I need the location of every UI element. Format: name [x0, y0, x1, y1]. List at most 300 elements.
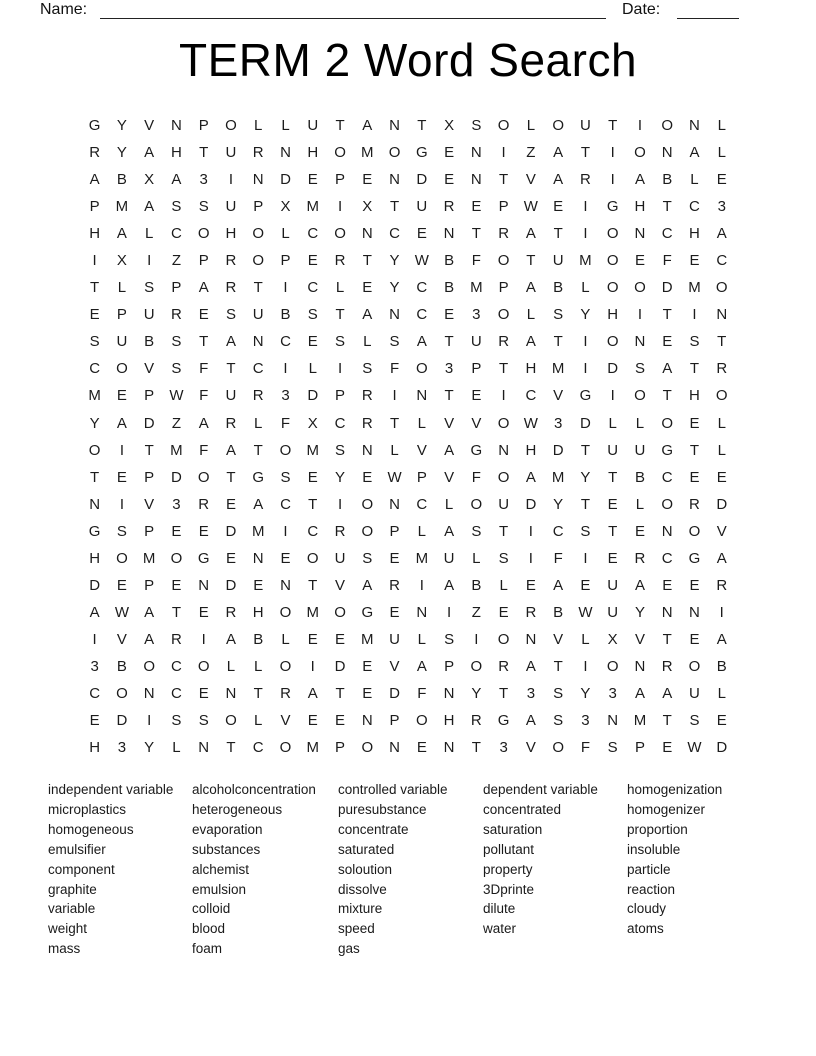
grid-cell: L [717, 144, 726, 162]
grid-cell: E [607, 549, 618, 567]
grid-cell: E [662, 333, 673, 351]
grid-cell: N [661, 144, 673, 162]
grid-cell: V [553, 630, 564, 648]
grid-cell: R [470, 712, 482, 730]
word-list-item: property [483, 861, 533, 877]
grid-cell: C [661, 225, 673, 243]
grid-cell: T [226, 360, 236, 378]
grid-cell: P [634, 739, 645, 757]
grid-cell: E [662, 576, 673, 594]
grid-cell: P [389, 712, 400, 730]
grid-cell: I [337, 360, 343, 378]
grid-cell: P [116, 306, 127, 324]
word-list-item: concentrated [483, 801, 562, 817]
grid-cell: N [525, 630, 537, 648]
grid-cell: I [119, 495, 124, 513]
grid-cell: L [254, 117, 263, 134]
grid-cell: Y [116, 117, 127, 134]
grid-cell: S [171, 198, 182, 216]
grid-cell: L [335, 279, 345, 297]
grid-cell: C [416, 279, 428, 297]
grid-cell: M [688, 279, 701, 297]
grid-row [81, 247, 736, 274]
word-list-item: saturation [483, 821, 543, 837]
grid-cell: A [525, 279, 536, 297]
grid-cell: X [362, 198, 373, 216]
grid-cell: X [444, 117, 455, 134]
grid-row [81, 274, 736, 301]
grid-cell: L [254, 712, 263, 730]
grid-cell: O [279, 739, 292, 757]
grid-cell: O [552, 739, 564, 757]
grid-cell: C [525, 387, 537, 405]
grid-cell: O [88, 441, 101, 459]
word-list-item: emulsifier [48, 841, 106, 857]
grid-cell: U [607, 576, 619, 594]
grid-cell: L [444, 495, 454, 513]
grid-cell: V [144, 495, 155, 513]
grid-cell: N [661, 522, 673, 540]
grid-cell: A [362, 306, 373, 324]
grid-cell: I [692, 306, 697, 324]
grid-cell: M [361, 630, 374, 648]
grid-cell: C [171, 225, 182, 243]
grid-cell: O [197, 225, 210, 243]
grid-cell: L [308, 360, 317, 378]
grid-cell: R [225, 603, 237, 621]
grid-cell: T [253, 441, 263, 459]
grid-cell: S [362, 360, 373, 378]
grid-cell: E [307, 712, 318, 730]
grid-row [81, 328, 736, 355]
grid-cell: A [553, 576, 564, 594]
grid-cell: O [606, 225, 619, 243]
grid-cell: B [116, 657, 127, 675]
grid-cell: R [334, 252, 346, 270]
grid-cell: R [389, 576, 400, 594]
date-label: Date: [622, 1, 661, 18]
grid-cell: L [690, 171, 699, 189]
grid-cell: H [689, 225, 700, 243]
grid-cell: V [335, 576, 346, 594]
grid-cell: E [362, 684, 373, 702]
grid-cell: E [225, 549, 236, 567]
grid-cell: B [444, 252, 455, 270]
grid-cell: I [583, 225, 588, 243]
grid-cell: T [389, 414, 400, 432]
word-list-item: alcoholconcentration [192, 782, 316, 797]
grid-cell: O [688, 657, 701, 675]
word-list-item: homogenizer [627, 801, 706, 817]
grid-cell: B [662, 171, 673, 189]
grid-cell: S [471, 522, 482, 540]
grid-cell: P [144, 576, 155, 594]
grid-cell: S [553, 684, 564, 702]
grid-cell: E [389, 549, 400, 567]
grid-cell: E [116, 576, 127, 594]
word-list-item: mass [48, 941, 81, 957]
grid-cell: S [634, 360, 645, 378]
grid-row [81, 410, 736, 437]
grid-cell: A [198, 414, 209, 432]
grid-cell: C [416, 495, 428, 513]
grid-cell: H [89, 549, 101, 567]
grid-cell: O [497, 252, 510, 270]
grid-cell: I [583, 360, 588, 378]
grid-cell: S [553, 712, 564, 730]
word-list-item: component [48, 861, 115, 877]
grid-cell: W [114, 603, 129, 621]
grid-cell: E [471, 387, 482, 405]
grid-cell: I [583, 333, 588, 351]
grid-cell: A [525, 468, 536, 486]
grid-cell: E [307, 252, 318, 270]
grid-cell: H [89, 739, 101, 757]
grid-cell: U [307, 117, 319, 134]
grid-cell: T [608, 117, 618, 134]
grid-cell: L [281, 117, 290, 134]
word-list-column [338, 780, 448, 959]
grid-cell: C [280, 333, 291, 351]
grid-cell: O [252, 252, 265, 270]
grid-cell: I [610, 171, 615, 189]
grid-cell: X [116, 252, 127, 270]
grid-cell: H [171, 144, 182, 162]
grid-cell: R [252, 144, 264, 162]
grid-cell: E [498, 603, 509, 621]
grid-cell: R [716, 360, 728, 378]
grid-cell: G [361, 603, 374, 621]
grid-cell: L [417, 630, 426, 648]
name-label: Name: [40, 1, 88, 18]
word-list-item: reaction [627, 881, 676, 897]
grid-cell: E [580, 576, 591, 594]
grid-cell: R [334, 522, 346, 540]
word-list-item: puresubstance [338, 801, 427, 817]
grid-cell: O [334, 144, 346, 162]
grid-cell: P [416, 468, 427, 486]
grid-cell: G [470, 441, 483, 459]
grid-cell: O [606, 657, 619, 675]
grid-cell: W [523, 198, 538, 216]
grid-cell: I [719, 603, 724, 621]
grid-cell: A [525, 225, 536, 243]
grid-cell: G [661, 441, 674, 459]
grid-row [81, 437, 736, 464]
grid-cell: O [634, 279, 646, 297]
grid-cell: E [307, 333, 318, 351]
grid-cell: O [197, 468, 210, 486]
grid-cell: C [389, 225, 400, 243]
grid-cell: M [579, 252, 592, 270]
grid-cell: N [498, 441, 510, 459]
grid-cell: O [661, 414, 674, 432]
grid-cell: D [307, 387, 319, 405]
grid-cell: T [553, 333, 563, 351]
grid-cell: Z [171, 414, 182, 432]
grid-cell: B [144, 333, 155, 351]
grid-cell: I [119, 441, 124, 459]
grid-cell: A [116, 414, 127, 432]
word-list-item: proportion [627, 821, 688, 837]
word-list-item: insoluble [627, 841, 681, 857]
grid-cell: B [444, 279, 455, 297]
grid-cell: H [89, 225, 101, 243]
grid-cell: D [716, 739, 728, 757]
grid-cell: 3 [581, 712, 590, 730]
grid-cell: D [661, 279, 673, 297]
grid-cell: G [252, 468, 265, 486]
grid-cell: A [662, 360, 673, 378]
grid-cell: A [144, 603, 155, 621]
grid-cell: E [171, 522, 182, 540]
grid-cell: N [389, 306, 400, 324]
date-blank-line [677, 0, 739, 19]
grid-cell: V [144, 117, 155, 134]
grid-cell: T [553, 225, 563, 243]
grid-cell: E [307, 171, 318, 189]
grid-cell: N [634, 225, 646, 243]
grid-cell: D [416, 171, 428, 189]
grid-cell: E [362, 468, 373, 486]
grid-cell: H [525, 360, 537, 378]
grid-cell: I [147, 252, 152, 270]
grid-cell: R [171, 630, 182, 648]
grid-cell: R [716, 576, 728, 594]
grid-cell: V [553, 387, 564, 405]
grid-cell: O [361, 739, 374, 757]
grid-cell: T [608, 522, 618, 540]
grid-cell: R [443, 198, 455, 216]
grid-cell: M [306, 441, 319, 459]
grid-cell: S [198, 712, 209, 730]
grid-cell: D [171, 468, 182, 486]
grid-cell: T [253, 279, 263, 297]
grid-cell: C [661, 468, 673, 486]
grid-cell: I [337, 495, 343, 513]
grid-cell: F [280, 414, 291, 432]
grid-cell: O [116, 549, 128, 567]
grid-cell: A [144, 144, 155, 162]
grid-cell: A [634, 684, 645, 702]
grid-cell: T [689, 360, 700, 378]
grid-cell: L [608, 414, 617, 432]
grid-cell: I [283, 360, 288, 378]
grid-cell: I [583, 657, 588, 675]
grid-cell: H [689, 387, 700, 405]
grid-cell: U [607, 603, 619, 621]
grid-cell: I [501, 144, 506, 162]
word-list-item: saturated [338, 841, 395, 857]
grid-cell: T [90, 279, 100, 297]
grid-cell: T [499, 171, 509, 189]
grid-cell: P [171, 279, 182, 297]
grid-cell: R [498, 225, 510, 243]
grid-cell: Y [116, 144, 127, 162]
grid-cell: B [553, 603, 564, 621]
grid-cell: D [225, 576, 237, 594]
grid-cell: O [634, 144, 646, 162]
grid-cell: F [199, 441, 209, 459]
grid-cell: F [471, 252, 481, 270]
grid-cell: H [443, 712, 455, 730]
grid-cell: W [687, 739, 702, 757]
grid-cell: L [717, 441, 726, 459]
grid-cell: T [90, 468, 100, 486]
word-list-item: variable [48, 901, 96, 917]
grid-cell: I [528, 522, 533, 540]
grid-cell: O [225, 117, 237, 134]
grid-cell: U [579, 117, 591, 134]
grid-cell: D [280, 171, 291, 189]
grid-cell: I [92, 252, 97, 270]
grid-cell: A [225, 630, 236, 648]
grid-cell: A [444, 441, 455, 459]
grid-cell: T [389, 198, 400, 216]
grid-cell: N [689, 603, 700, 621]
grid-cell: Y [89, 414, 100, 432]
grid-cell: E [471, 198, 482, 216]
grid-cell: O [170, 549, 183, 567]
grid-cell: V [634, 630, 645, 648]
grid-cell: Y [634, 603, 645, 621]
grid-row [81, 139, 736, 166]
grid-cell: A [416, 657, 427, 675]
grid-cell: E [444, 306, 455, 324]
grid-cell: V [525, 739, 536, 757]
grid-cell: H [307, 144, 319, 162]
grid-cell: G [88, 117, 101, 134]
grid-cell: L [717, 117, 726, 134]
grid-cell: Y [144, 739, 155, 757]
grid-cell: G [688, 549, 701, 567]
grid-cell: S [362, 549, 373, 567]
grid-cell: O [606, 279, 619, 297]
grid-cell: I [610, 144, 615, 162]
grid-cell: E [689, 252, 700, 270]
grid-cell: G [197, 549, 210, 567]
grid-cell: R [498, 657, 510, 675]
grid-cell: E [444, 171, 455, 189]
grid-cell: P [498, 279, 509, 297]
grid-cell: R [498, 333, 510, 351]
grid-cell: R [525, 603, 537, 621]
grid-cell: N [470, 171, 482, 189]
grid-cell: O [661, 495, 674, 513]
grid-cell: N [607, 712, 619, 730]
grid-cell: T [362, 252, 372, 270]
grid-cell: N [389, 739, 400, 757]
grid-cell: N [416, 387, 428, 405]
grid-cell: M [88, 387, 101, 405]
word-list-item: homogeneous [48, 821, 134, 837]
grid-cell: U [225, 144, 237, 162]
grid-cell: N [634, 657, 646, 675]
grid-cell: O [197, 657, 210, 675]
grid-cell: N [443, 739, 455, 757]
grid-cell: G [606, 198, 619, 216]
word-list-item: water [483, 921, 517, 937]
grid-cell: X [307, 414, 318, 432]
grid-cell: N [252, 333, 264, 351]
grid-cell: C [307, 279, 319, 297]
grid-cell: M [306, 739, 319, 757]
grid-cell: 3 [499, 739, 508, 757]
grid-cell: S [307, 306, 318, 324]
grid-cell: S [444, 630, 455, 648]
grid-cell: W [169, 387, 184, 405]
grid-cell: W [523, 414, 538, 432]
grid-cell: P [144, 522, 155, 540]
grid-row [81, 491, 736, 518]
grid-cell: E [89, 306, 100, 324]
grid-cell: Y [580, 306, 591, 324]
grid-cell: B [116, 171, 127, 189]
grid-cell: V [116, 630, 127, 648]
word-list-item: blood [192, 921, 226, 937]
word-list-item: concentrate [338, 821, 409, 837]
grid-cell: P [144, 468, 155, 486]
grid-cell: D [116, 712, 128, 730]
grid-cell: A [225, 441, 236, 459]
grid-cell: C [171, 657, 182, 675]
grid-cell: M [361, 144, 374, 162]
grid-cell: U [116, 333, 128, 351]
grid-cell: A [89, 603, 100, 621]
grid-cell: L [417, 414, 426, 432]
grid-cell: A [716, 225, 727, 243]
grid-cell: N [198, 739, 210, 757]
grid-cell: R [579, 171, 591, 189]
word-list-item: evaporation [192, 821, 263, 837]
grid-cell: I [474, 630, 479, 648]
grid-cell: E [689, 468, 700, 486]
grid-cell: O [497, 630, 510, 648]
grid-cell: O [688, 522, 701, 540]
grid-cell: V [416, 441, 427, 459]
grid-cell: I [228, 171, 234, 189]
grid-cell: O [279, 603, 292, 621]
grid-cell: L [281, 225, 290, 243]
grid-cell: S [689, 712, 700, 730]
grid-cell: N [89, 495, 101, 513]
grid-cell: M [170, 441, 183, 459]
grid-cell: F [417, 684, 427, 702]
grid-cell: S [607, 739, 618, 757]
grid-cell: F [580, 739, 590, 757]
grid-cell: O [334, 225, 346, 243]
grid-cell: I [637, 117, 643, 134]
grid-cell: P [253, 198, 264, 216]
grid-cell: H [634, 198, 646, 216]
grid-cell: 3 [472, 306, 481, 324]
grid-cell: E [362, 657, 373, 675]
grid-cell: E [307, 468, 318, 486]
grid-cell: U [225, 387, 237, 405]
grid-cell: A [525, 712, 536, 730]
grid-cell: O [497, 468, 510, 486]
grid-cell: N [252, 549, 264, 567]
grid-cell: M [633, 712, 647, 730]
grid-cell: I [447, 603, 452, 621]
word-list-item: 3Dprinte [483, 881, 535, 897]
grid-cell: R [225, 279, 237, 297]
grid-cell: V [525, 171, 536, 189]
grid-cell: I [283, 522, 288, 540]
grid-cell: Y [580, 468, 591, 486]
word-list-item: graphite [48, 881, 97, 897]
grid-cell: R [361, 387, 373, 405]
